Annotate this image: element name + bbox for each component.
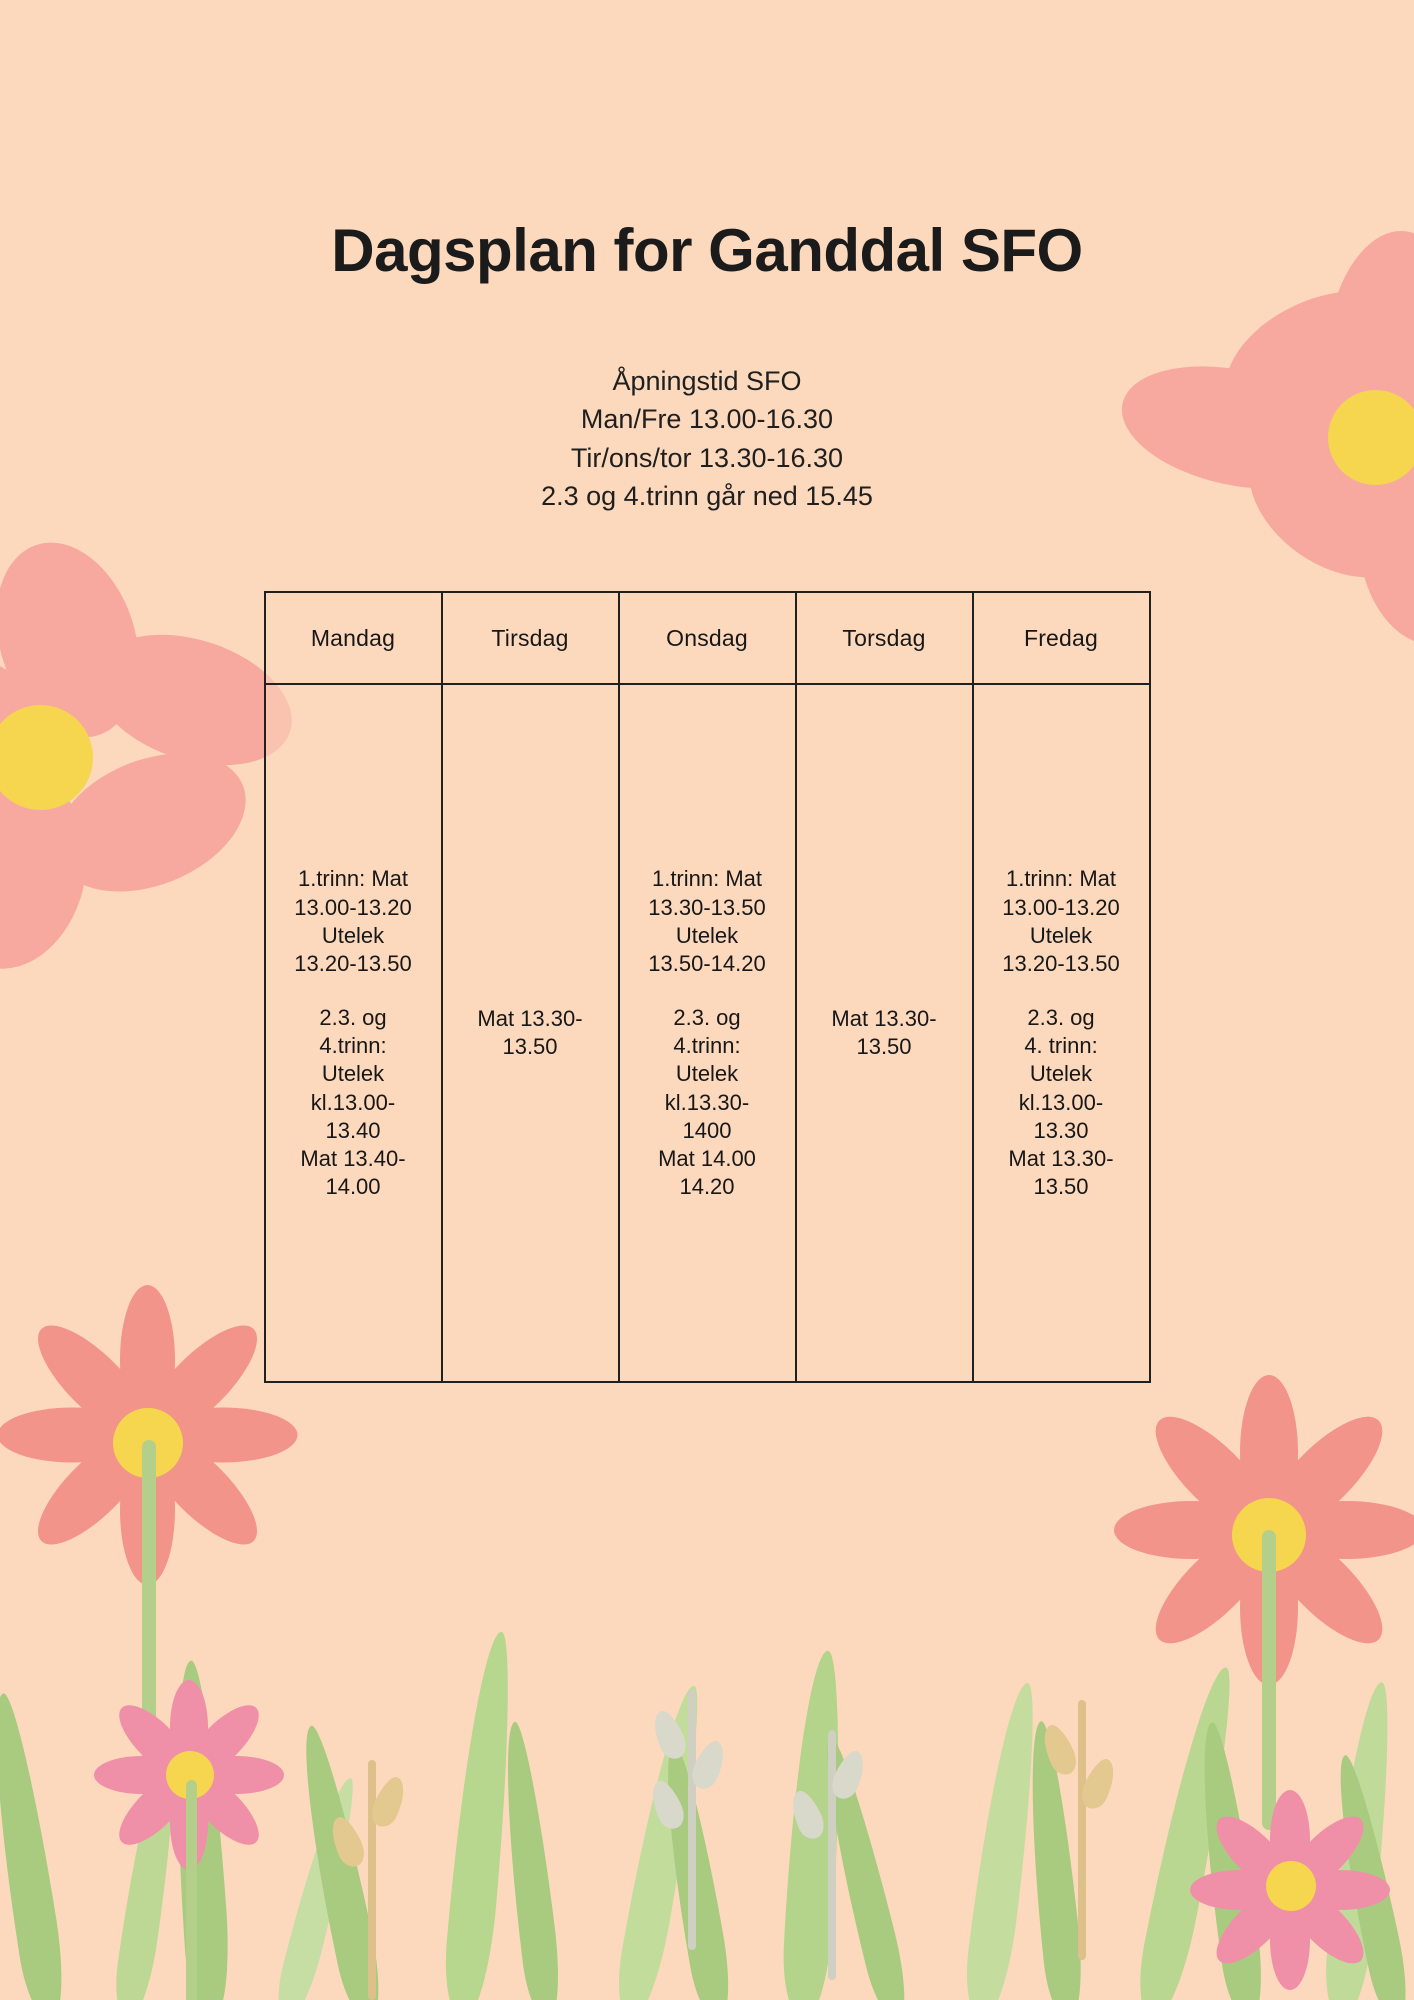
cell-line: 1400 bbox=[682, 1117, 732, 1143]
flower-stem bbox=[1262, 1530, 1276, 1830]
grass-blade bbox=[1188, 1720, 1269, 2000]
opening-hours-block bbox=[0, 362, 1414, 515]
cell-mandag bbox=[265, 684, 442, 1382]
grass-blade bbox=[610, 1682, 710, 2000]
flower-bottom-right bbox=[1110, 1380, 1414, 1700]
column-header-fredag: Fredag bbox=[973, 592, 1150, 684]
petal bbox=[1240, 1530, 1298, 1685]
cell-line: 13.30-13.50 bbox=[648, 894, 766, 920]
flower-small-bottom-right bbox=[1190, 1790, 1390, 1990]
petal bbox=[189, 1756, 284, 1794]
petal bbox=[1240, 1375, 1298, 1530]
opening-hours-line: Tir/ons/tor 13.30-16.30 bbox=[570, 442, 844, 473]
cell-line: kl.13.00- bbox=[1018, 1089, 1104, 1115]
cell-torsdag bbox=[796, 684, 973, 1382]
cell-line: Utelek bbox=[675, 922, 739, 948]
petal bbox=[1276, 1805, 1375, 1904]
petal bbox=[1248, 1400, 1399, 1551]
grass-blade bbox=[810, 1734, 915, 2000]
cell-line: 14.20 bbox=[679, 1174, 735, 1200]
flower-small-bottom-left bbox=[90, 1680, 290, 1880]
flower-center bbox=[1266, 1861, 1316, 1911]
grass-blade bbox=[960, 1680, 1045, 2000]
petal bbox=[1270, 1790, 1310, 1890]
flower-center bbox=[113, 1408, 183, 1478]
flower-stem bbox=[142, 1440, 156, 1770]
cell-line: 13.50 bbox=[502, 1034, 558, 1060]
sprig-leaf bbox=[1076, 1755, 1122, 1813]
cell-line: Utelek bbox=[1029, 1061, 1093, 1087]
grass-blade bbox=[780, 1649, 847, 2000]
column-header-onsdag: Onsdag bbox=[619, 592, 796, 684]
cell-line: 2.3. og bbox=[319, 1005, 387, 1031]
cell-line: Utelek bbox=[321, 922, 385, 948]
cell-line: 13.20-13.50 bbox=[294, 950, 412, 976]
petal bbox=[108, 1694, 202, 1788]
petal bbox=[148, 1408, 298, 1463]
weekly-schedule-table bbox=[264, 591, 1151, 1383]
cell-line: kl.13.00- bbox=[310, 1089, 396, 1115]
cell-line: 2.3. og bbox=[673, 1005, 741, 1031]
petal bbox=[1114, 1501, 1269, 1559]
petal bbox=[128, 1416, 273, 1561]
opening-hours-line: 2.3 og 4.trinn går ned 15.45 bbox=[541, 480, 873, 511]
petal bbox=[1248, 1509, 1399, 1660]
sprig-leaf bbox=[366, 1773, 412, 1831]
cell-content-onsdag bbox=[634, 865, 781, 1201]
sprig-leaf bbox=[827, 1747, 872, 1803]
petal bbox=[176, 1694, 270, 1788]
schedule-table-wrapper bbox=[264, 591, 1151, 1383]
petal bbox=[94, 1756, 189, 1794]
petal bbox=[1190, 1870, 1290, 1910]
petal bbox=[22, 1416, 167, 1561]
grass-blade bbox=[0, 1691, 72, 2000]
petal bbox=[1205, 1805, 1304, 1904]
grass-blade bbox=[652, 1741, 738, 2000]
grass-blade bbox=[271, 1773, 364, 2000]
flower-stem bbox=[186, 1780, 197, 2000]
sprig-stem bbox=[828, 1730, 836, 1980]
cell-line: 13.00-13.20 bbox=[294, 894, 412, 920]
cell-line: 4.trinn: bbox=[319, 1033, 387, 1059]
sprig-stem bbox=[688, 1690, 696, 1950]
cell-line: Mat 13.30- bbox=[831, 1006, 937, 1032]
cell-line: 13.40 bbox=[325, 1117, 381, 1143]
cell-line: 1.trinn: Mat bbox=[651, 866, 763, 892]
grass-blade bbox=[1019, 1720, 1088, 2000]
wheat-sprig-right bbox=[790, 1730, 870, 1980]
cell-content-torsdag bbox=[811, 1005, 958, 1061]
sprig-stem bbox=[368, 1760, 376, 2000]
wheat-sprig-golden bbox=[1040, 1700, 1120, 1960]
grass-band bbox=[0, 1530, 1414, 2000]
grass-blade bbox=[1320, 1680, 1399, 2000]
cell-content-mandag bbox=[280, 865, 427, 1201]
wheat-sprig-golden-left bbox=[330, 1760, 410, 2000]
wheat-sprig-left bbox=[650, 1690, 730, 1950]
flower-center bbox=[1232, 1498, 1306, 1572]
petal bbox=[170, 1680, 208, 1775]
page-title: Dagsplan for Ganddal SFO bbox=[331, 217, 1083, 284]
table-row bbox=[265, 684, 1150, 1382]
cell-line: Utelek bbox=[675, 1061, 739, 1087]
cell-line: 2.3. og bbox=[1027, 1005, 1095, 1031]
grass-blade bbox=[165, 1659, 234, 2000]
cell-line: 1.trinn: Mat bbox=[297, 866, 409, 892]
cell-tirsdag bbox=[442, 684, 619, 1382]
column-header-torsdag: Torsdag bbox=[796, 592, 973, 684]
sprig-leaf bbox=[324, 1813, 370, 1871]
column-header-mandag: Mandag bbox=[265, 592, 442, 684]
grass-blade bbox=[110, 1740, 185, 2000]
opening-hours-line: Man/Fre 13.00-16.30 bbox=[580, 404, 834, 435]
cell-line: Mat 13.30- bbox=[1008, 1145, 1114, 1171]
cell-line: 4. trinn: bbox=[1024, 1033, 1098, 1059]
cell-content-tirsdag bbox=[457, 1005, 604, 1061]
sprig-leaf bbox=[687, 1737, 732, 1793]
cell-line: 4.trinn: bbox=[673, 1033, 741, 1059]
grass-blade bbox=[440, 1629, 520, 2000]
petal bbox=[0, 1408, 148, 1463]
cell-fredag bbox=[973, 684, 1150, 1382]
cell-line: 1.trinn: Mat bbox=[1005, 866, 1117, 892]
sprig-leaf bbox=[1036, 1721, 1082, 1779]
opening-hours-line: Åpningstid SFO bbox=[612, 366, 802, 396]
petal bbox=[1205, 1876, 1304, 1975]
petal bbox=[1290, 1870, 1390, 1910]
grass-blade bbox=[288, 1722, 389, 2000]
petal bbox=[170, 1775, 208, 1870]
table-header-row bbox=[265, 592, 1150, 684]
cell-line: kl.13.30- bbox=[664, 1089, 750, 1115]
grass-blade bbox=[1324, 1752, 1414, 2000]
grass-blade bbox=[1130, 1662, 1244, 2000]
cell-content-fredag bbox=[988, 865, 1135, 1201]
petal bbox=[176, 1762, 270, 1856]
cell-line: Mat 13.30- bbox=[477, 1006, 583, 1032]
sprig-leaf bbox=[785, 1787, 830, 1843]
petal bbox=[1270, 1890, 1310, 1990]
cell-line: 13.20-13.50 bbox=[1002, 950, 1120, 976]
cell-line: 14.00 bbox=[325, 1174, 381, 1200]
cell-line: Mat 13.40- bbox=[300, 1145, 406, 1171]
petal bbox=[120, 1435, 175, 1585]
petal bbox=[1269, 1501, 1414, 1559]
grass-blade bbox=[494, 1720, 566, 2000]
sprig-stem bbox=[1078, 1700, 1086, 1960]
petal bbox=[1139, 1509, 1290, 1660]
cell-line: Utelek bbox=[1029, 922, 1093, 948]
column-header-tirsdag: Tirsdag bbox=[442, 592, 619, 684]
cell-line: 13.50 bbox=[856, 1034, 912, 1060]
cell-onsdag bbox=[619, 684, 796, 1382]
cell-line: 13.00-13.20 bbox=[1002, 894, 1120, 920]
cell-line: Utelek bbox=[321, 1061, 385, 1087]
petal bbox=[108, 1762, 202, 1856]
sprig-leaf bbox=[645, 1777, 690, 1833]
cell-line: 13.50 bbox=[1033, 1174, 1089, 1200]
petal bbox=[1139, 1400, 1290, 1551]
cell-line: 13.30 bbox=[1033, 1117, 1089, 1143]
petal bbox=[1276, 1876, 1375, 1975]
sprig-leaf bbox=[647, 1707, 692, 1763]
cell-line: 13.50-14.20 bbox=[648, 950, 766, 976]
cell-line: Mat 14.00 bbox=[658, 1145, 756, 1171]
flower-center bbox=[166, 1751, 214, 1799]
